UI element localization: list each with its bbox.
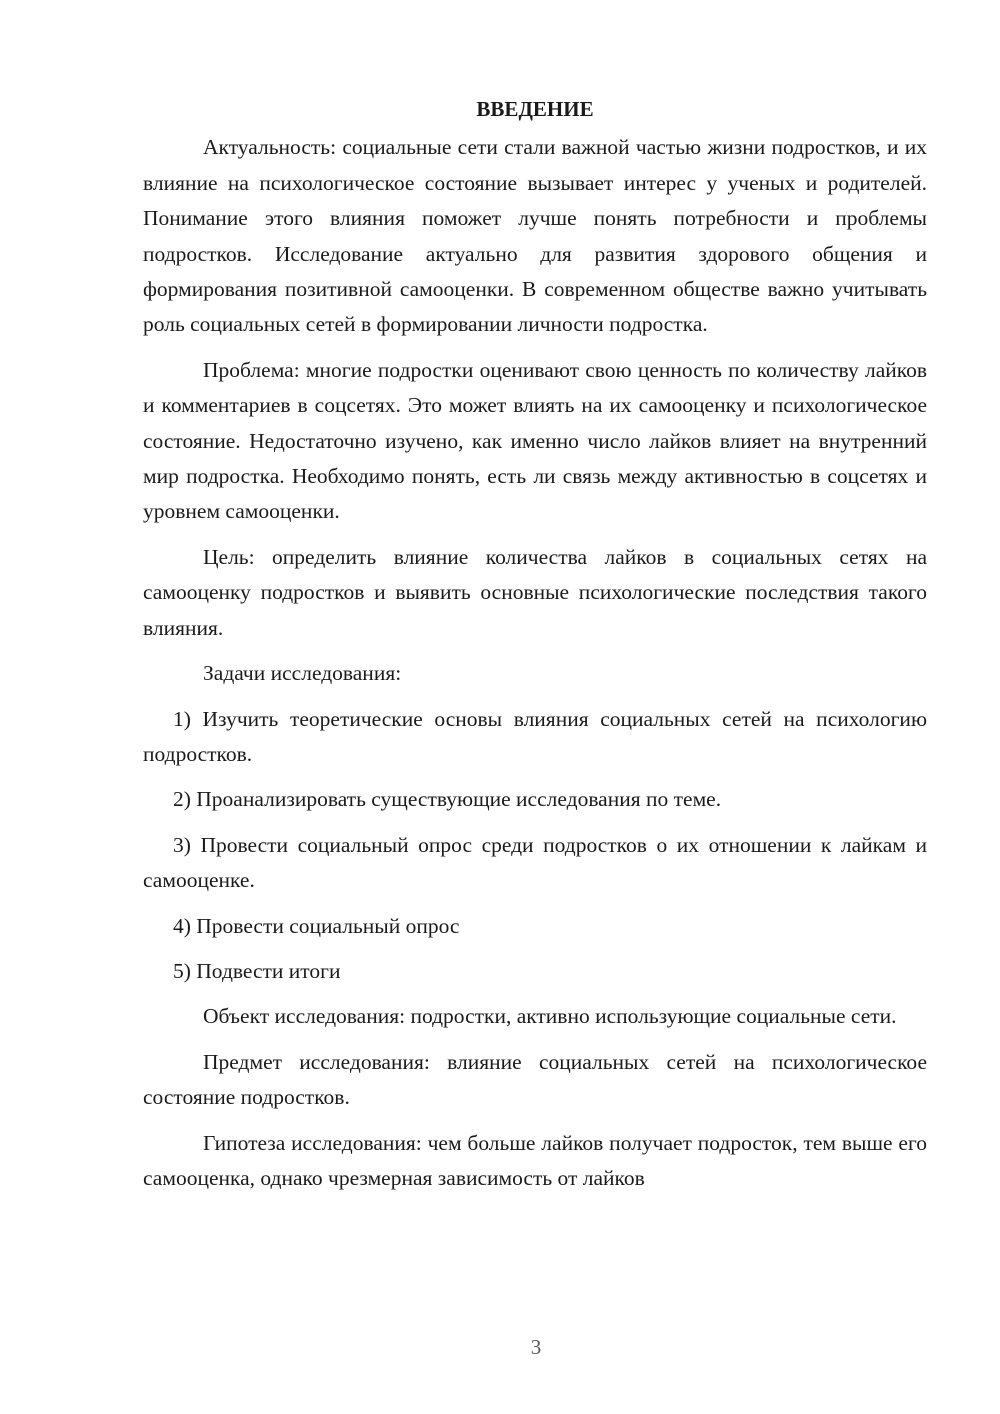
task-item-3: 3) Провести социальный опрос среди подростков о их отношении к лайкам и самооценке. (143, 832, 927, 893)
paragraph-relevance: Актуальность: социальные сети стали важной частью жизни подростков, и их влияние на психологическое состояние вызывает интерес у ученых и родителей. Понимание этого влияния поможет лучше понять потребности и проблемы подростков. Исследование актуально для развития здорового общения и формирования позитивной самооценки. В современном обществе важно учитывать роль социальных сетей в формировании личности подростка. (143, 135, 927, 337)
page-number: 3 (530, 1335, 542, 1359)
task-item-4: 4) Провести социальный опрос (173, 913, 460, 938)
section-heading: ВВЕДЕНИЕ (476, 97, 594, 121)
paragraph-goal: Цель: определить влияние количества лайков в социальных сетях на самооценку подростков и выявить основные психологические последствия такого влияния. (143, 544, 927, 640)
paragraph-subject: Предмет исследования: влияние социальных сетей на психологическое состояние подростков. (143, 1049, 927, 1110)
paragraph-hypothesis: Гипотеза исследования: чем больше лайков получает подросток, тем выше его самооценка, однако чрезмерная зависимость от лайков (143, 1130, 927, 1190)
paragraph-problem: Проблема: многие подростки оценивают свою ценность по количеству лайков и комментариев в соцсетях. Это может влиять на их самооценку и психологическое состояние. Недостаточно изучено, как именно число лайков влияет на внутренний мир подростка. Необходимо понять, есть ли связь между активностью в соцсетях и уровнем самооценки. (143, 357, 927, 524)
task-item-5: 5) Подвести итоги (173, 958, 341, 983)
document-body (143, 92, 927, 1196)
task-item-1: 1) Изучить теоретические основы влияния социальных сетей на психологию подростков. (143, 706, 927, 766)
paragraph-object: Объект исследования: подростки, активно использующие социальные сети. (203, 1004, 897, 1029)
tasks-title: Задачи исследования: (203, 661, 402, 686)
task-item-2: 2) Проанализировать существующие исследования по теме. (173, 787, 722, 812)
